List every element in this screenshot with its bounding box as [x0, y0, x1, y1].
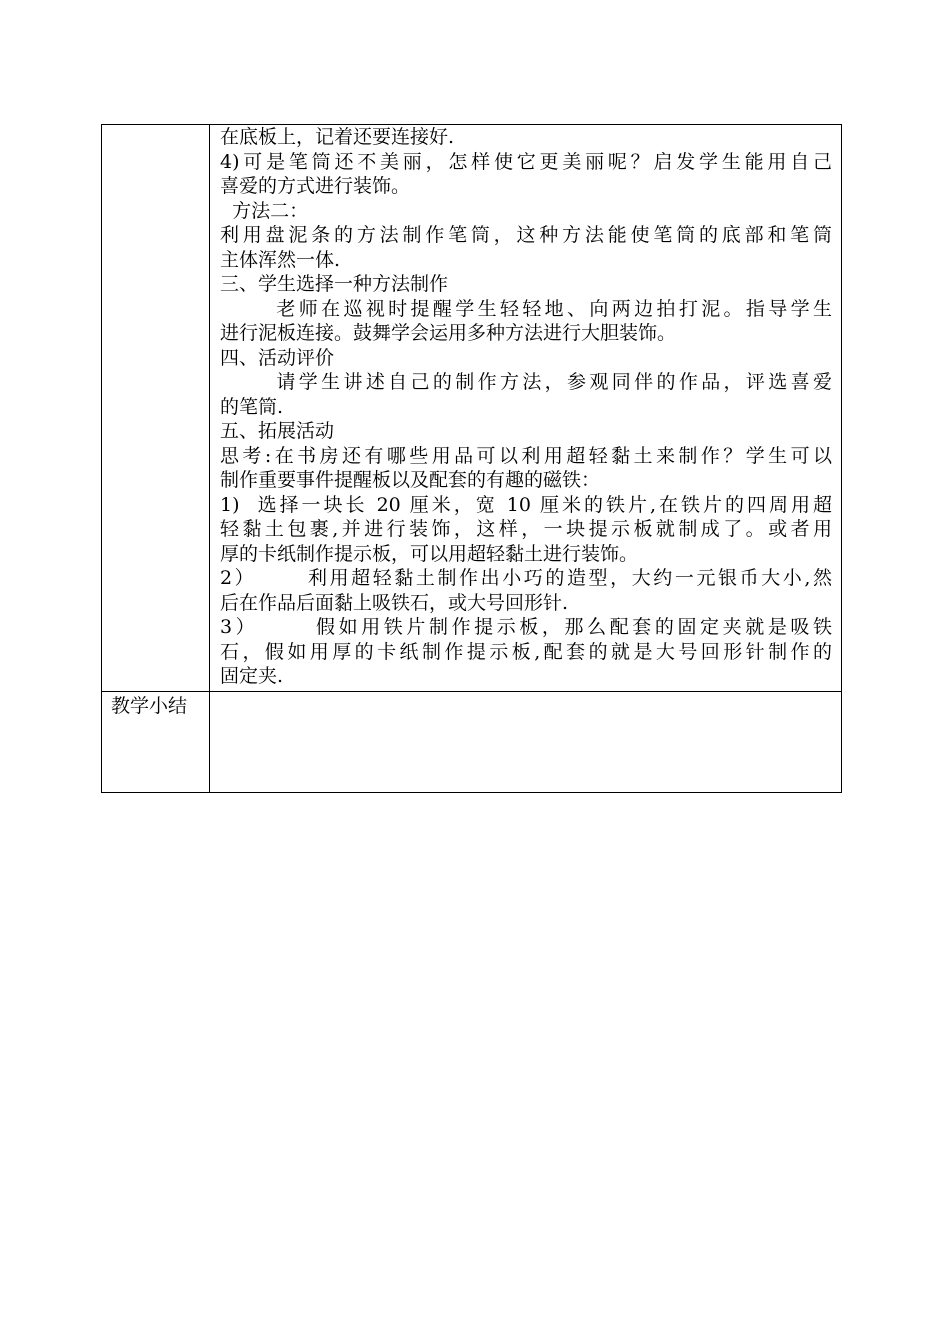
- content-line: 主体浑然一体.: [220, 248, 341, 271]
- content-line: 4)可是笔筒还不美丽，怎样使它更美丽呢？启发学生能用自己: [220, 150, 832, 173]
- activity-content-cell: [210, 125, 842, 692]
- content-line: 轻黏土包裹,并进行装饰，这样，一块提示板就制成了。或者用: [220, 518, 832, 540]
- content-line: 五、拓展活动: [220, 420, 335, 442]
- content-line: 后在作品后面黏上吸铁石，或大号回形针.: [220, 591, 569, 614]
- activity-label-cell: [102, 125, 210, 692]
- activity-content-text: [220, 125, 832, 689]
- summary-row: [102, 691, 842, 792]
- content-line: 思考:在书房还有哪些用品可以利用超轻黏土来制作？学生可以: [220, 444, 832, 467]
- content-line: 三、学生选择一种方法制作: [220, 273, 449, 295]
- content-line: 3） 假如用铁片制作提示板，那么配套的固定夹就是吸铁: [220, 616, 832, 638]
- content-line: 固定夹.: [220, 665, 284, 687]
- content-line: 的笔筒.: [220, 395, 284, 418]
- content-line: 石，假如用厚的卡纸制作提示板,配套的就是大号回形针制作的: [220, 640, 832, 663]
- content-line: 进行泥板连接。鼓舞学会运用多种方法进行大胆装饰。: [220, 322, 677, 344]
- summary-content-cell: [210, 691, 842, 792]
- content-line: 1) 选择一块长 20 厘米，宽 10 厘米的铁片,在铁片的四周用超: [220, 493, 832, 516]
- lesson-plan-table: [101, 124, 842, 793]
- content-line: 厚的卡纸制作提示板，可以用超轻黏土进行装饰。: [220, 542, 639, 565]
- content-line: 老师在巡视时提醒学生轻轻地、向两边拍打泥。指导学生: [220, 297, 832, 320]
- content-line: 方法二：: [220, 199, 309, 222]
- summary-label: 教学小结: [102, 691, 210, 792]
- content-line: 四、活动评价: [220, 346, 335, 369]
- content-line: 在底板上，记着还要连接好.: [220, 126, 455, 148]
- content-line: 请学生讲述自己的制作方法，参观同伴的作品，评选喜爱: [220, 371, 832, 393]
- content-line: 2） 利用超轻黏土制作出小巧的造型，大约一元银币大小,然: [220, 567, 832, 589]
- content-line: 利用盘泥条的方法制作笔筒，这种方法能使笔筒的底部和笔筒: [220, 224, 832, 246]
- activity-row: [102, 125, 842, 692]
- content-line: 制作重要事件提醒板以及配套的有趣的磁铁：: [220, 469, 601, 491]
- content-line: 喜爱的方式进行装饰。: [220, 175, 411, 197]
